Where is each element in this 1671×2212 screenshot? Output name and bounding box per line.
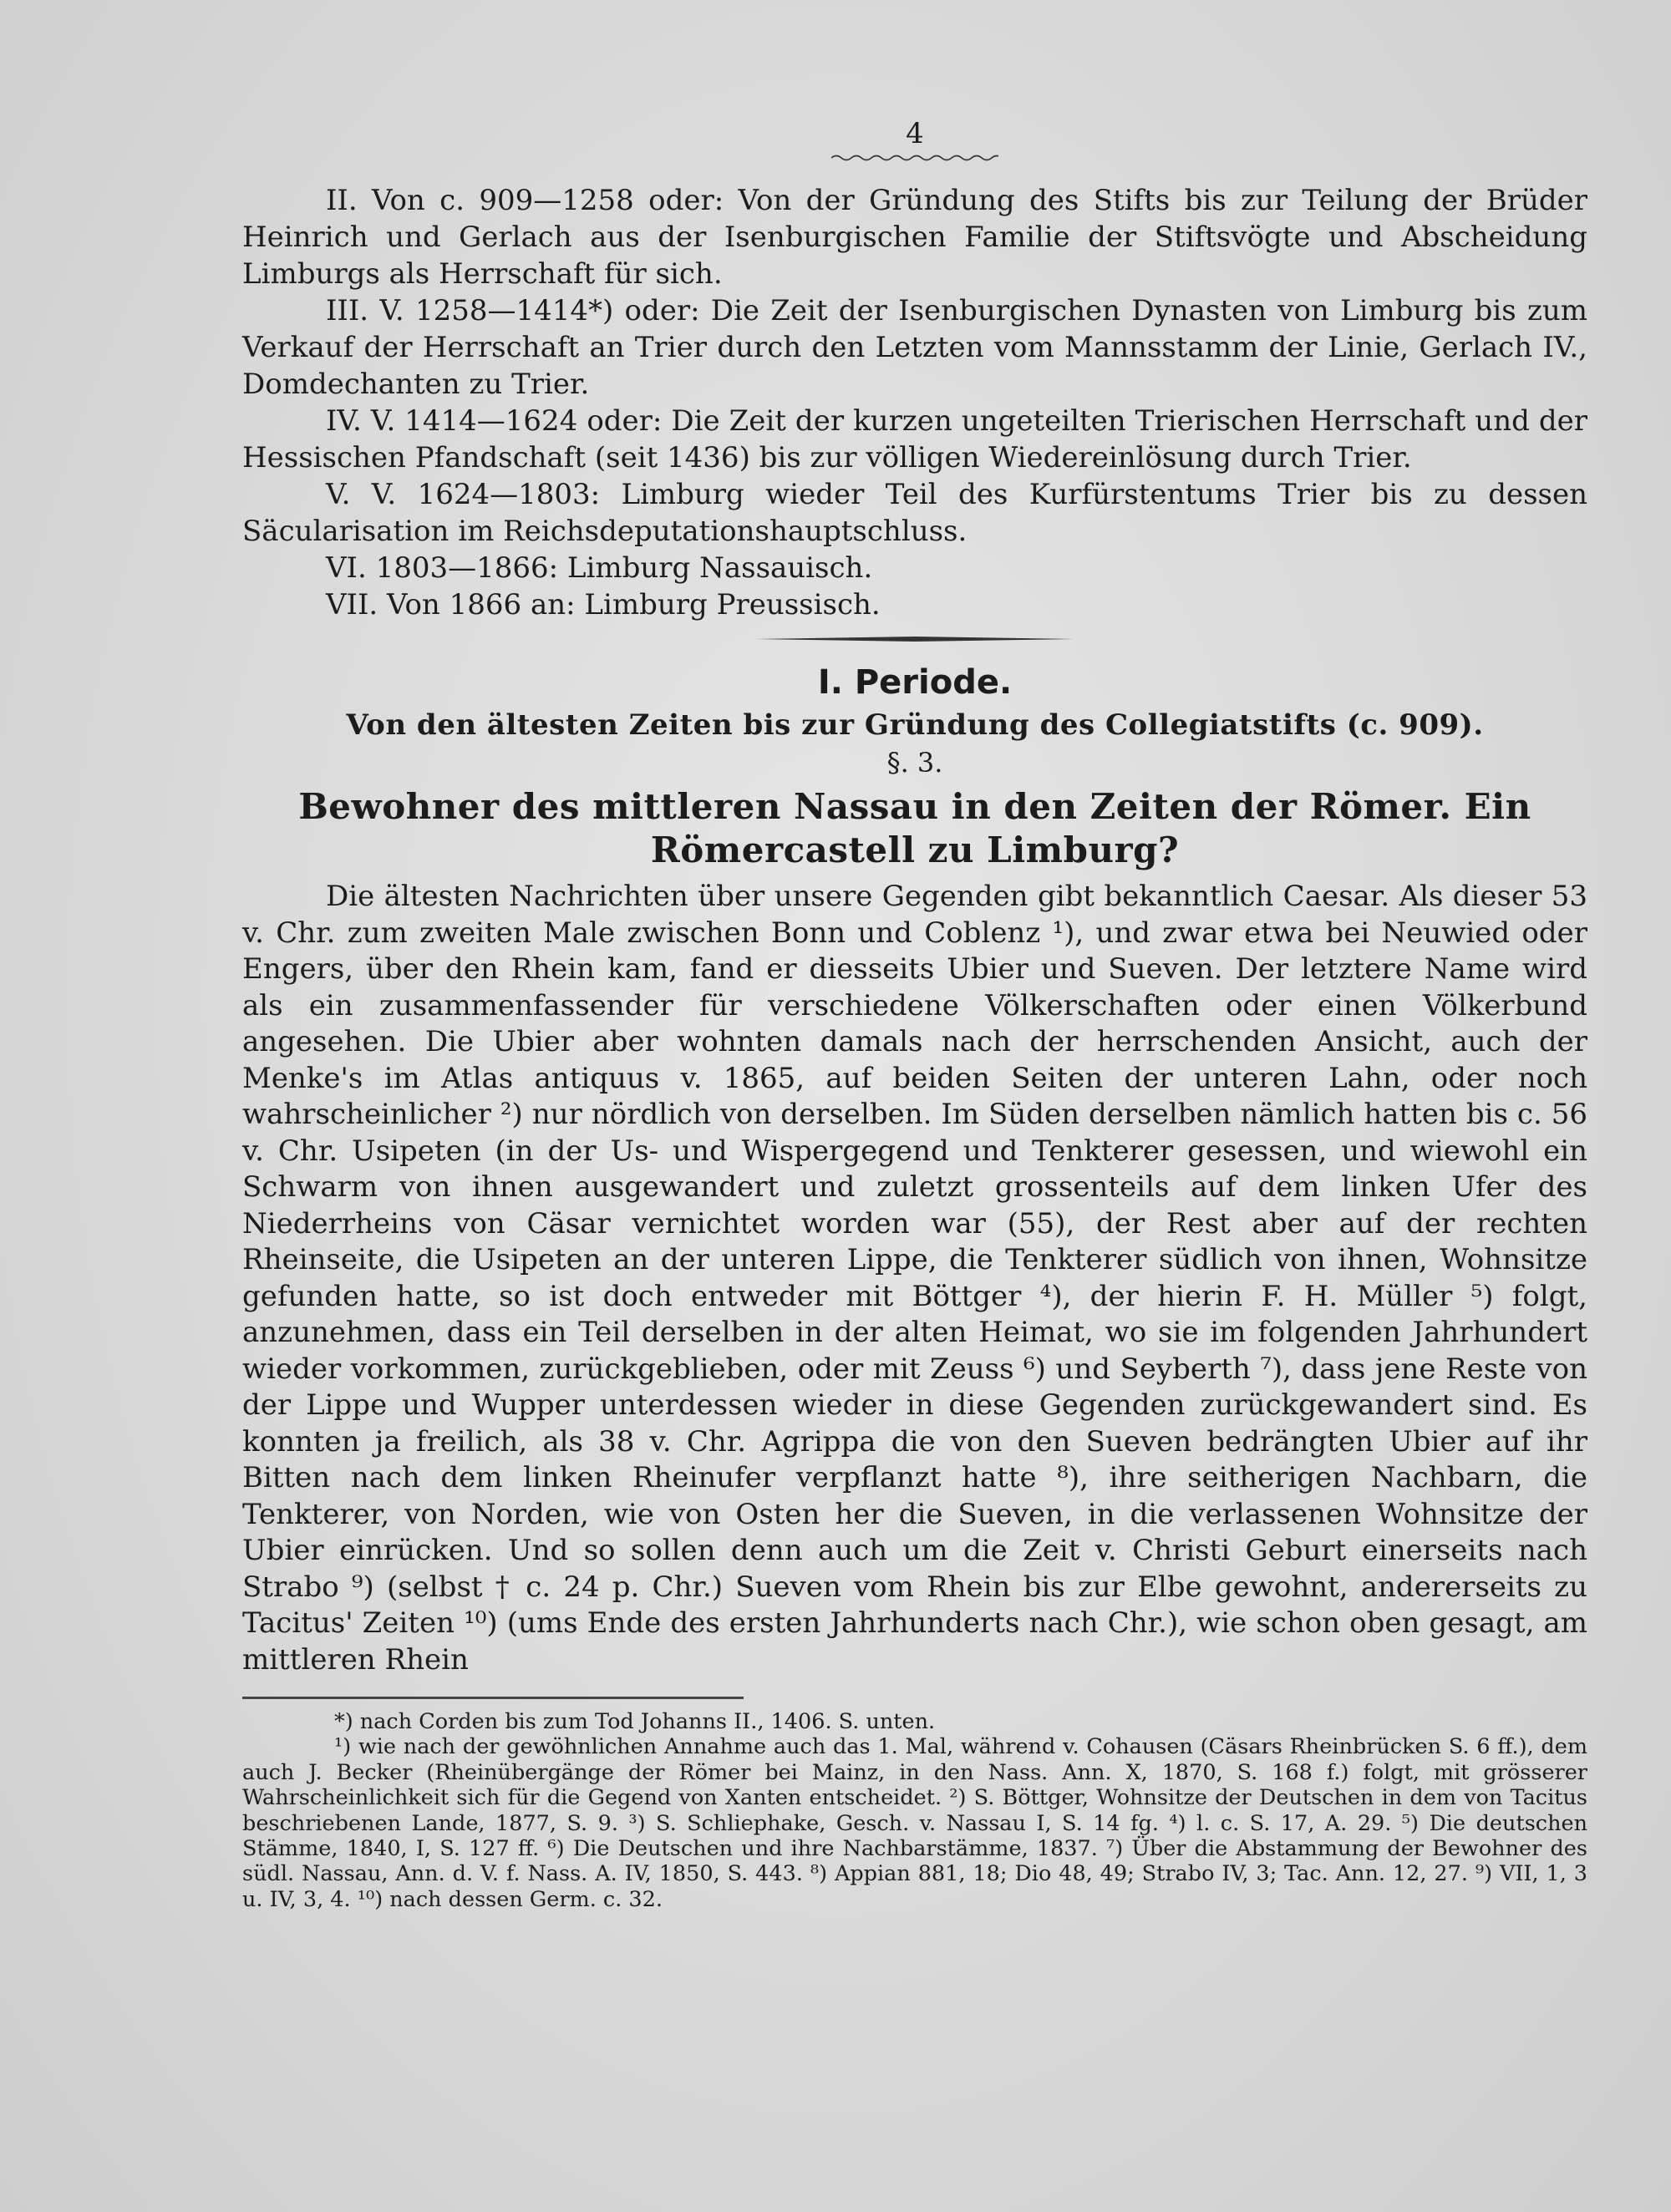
period-item: VII. Von 1866 an: Limburg Preussisch. xyxy=(326,588,881,621)
footnote: ¹) wie nach der gewöhnlichen Annahme auch das 1. Mal, während v. Cohausen (Cäsars Rheinbrücken S. 6 ff.), dem auch J. Becker (Rheinübergänge der Römer bei Mainz, in den Nass. Ann. X, 1870, S. 168 f.) folgt, mit grösserer Wahrscheinlichkeit sich für die Gegend von Xanten entscheidet. ²) S. Böttger, Wohnsitze der Deutschen in dem von Tacitus beschriebenen Lande, 1877, S. 9. ³) S. Schliephake, Gesch. v. Nassau I, S. 14 fg. ⁴) l. c. S. 17, A. 29. ⁵) Die deutschen Stämme, 1840, I, S. 127 ff. ⁶) Die Deutschen und ihre Nachbarstämme, 1837. ⁷) Über die Abstammung der Bewohner des südl. Nassau, Ann. d. V. f. Nass. A. IV, 1850, S. 443. ⁸) Appian 881, 18; Dio 48, 49; Strabo IV, 3; Tac. Ann. 12, 27. ⁹) VII, 1, 3 u. IV, 3, 4. ¹⁰) nach dessen Germ. c. 32. xyxy=(242,1734,1587,1912)
page-number: 4 xyxy=(906,117,924,150)
section-number: §. 3. xyxy=(886,747,943,779)
wavy-ornament xyxy=(831,152,998,164)
ornamental-rule xyxy=(756,635,1074,643)
period-item: VI. 1803—1866: Limburg Nassauisch. xyxy=(326,551,873,585)
footnote: *) nach Corden bis zum Tod Johanns II., 1406. S. unten. xyxy=(334,1709,936,1734)
period-subtitle: Von den ältesten Zeiten bis zur Gründung des Collegiatstifts (c. 909). xyxy=(346,708,1484,742)
footnote-divider xyxy=(242,1697,744,1699)
period-item: III. V. 1258—1414*) oder: Die Zeit der Isenburgischen Dynasten von Limburg bis zum Verkauf der Herrschaft an Trier durch den Letzten vom Mannsstamm der Linie, Gerlach IV., Domdechanten zu Trier. xyxy=(242,294,1587,401)
section-heading: Bewohner des mittleren Nassau in den Zeiten der Römer. Ein Römercastell zu Limburg? xyxy=(298,786,1531,870)
period-item: II. Von c. 909—1258 oder: Von der Gründung des Stifts bis zur Teilung der Brüder Heinrich und Gerlach aus der Isenburgischen Familie der Stiftsvögte und Abscheidung Limburgs als Herrschaft für sich. xyxy=(242,184,1587,291)
period-list xyxy=(242,182,1587,623)
period-title: I. Periode. xyxy=(817,663,1013,702)
period-item: IV. V. 1414—1624 oder: Die Zeit der kurzen ungeteilten Trierischen Herrschaft und der Hessischen Pfandschaft (seit 1436) bis zur völligen Wiedereinlösung durch Trier. xyxy=(242,404,1587,474)
body-paragraph: Die ältesten Nachrichten über unsere Gegenden gibt bekanntlich Caesar. Als dieser 53 v. Chr. zum zweiten Male zwischen Bonn und Coblenz ¹), und zwar etwa bei Neuwied oder Engers, über den Rhein kam, fand er diesseits Ubier und Sueven. Der letztere Name wird als ein zusammenfassender für verschiedene Völkerschaften oder einen Völkerbund angesehen. Die Ubier aber wohnten damals nach der herrschenden Ansicht, auch der Menke's im Atlas antiquus v. 1865, auf beiden Seiten der unteren Lahn, oder noch wahrscheinlicher ²) nur nördlich von derselben. Im Süden derselben nämlich hatten bis c. 56 v. Chr. Usipeten (in der Us- und Wispergegend und Tenkterer gesessen, und wiewohl ein Schwarm von ihnen ausgewandert und zuletzt grossenteils auf dem linken Ufer des Niederrheins von Cäsar vernichtet worden war (55), der Rest aber auf der rechten Rheinseite, die Usipeten an der unteren Lippe, die Tenkterer südlich von ihnen, Wohnsitze gefunden hatte, so ist doch entweder mit Böttger ⁴), der hierin F. H. Müller ⁵) folgt, anzunehmen, dass ein Teil derselben in der alten Heimat, wo sie im folgenden Jahrhundert wieder vorkommen, zurückgeblieben, oder mit Zeuss ⁶) und Seyberth ⁷), dass jene Reste von der Lippe und Wupper unterdessen wieder in diese Gegenden zurückgewandert sind. Es konnten ja freilich, als 38 v. Chr. Agrippa die von den Sueven bedrängten Ubier auf ihr Bitten nach dem linken Rheinufer verpflanzt hatte ⁸), ihre seitherigen Nachbarn, die Tenkterer, von Norden, wie von Osten her die Sueven, in die verlassenen Wohnsitze der Ubier einrücken. Und so sollen denn auch um die Zeit v. Christi Geburt einerseits nach Strabo ⁹) (selbst † c. 24 p. Chr.) Sueven vom Rhein bis zur Elbe gewohnt, andererseits zu Tacitus' Zeiten ¹⁰) (ums Ende des ersten Jahrhunderts nach Chr.), wie schon oben gesagt, am mittleren Rhein xyxy=(242,880,1587,1677)
period-item: V. V. 1624—1803: Limburg wieder Teil des Kurfürstentums Trier bis zu dessen Säcularisation im Reichsdeputationshauptschluss. xyxy=(242,478,1587,548)
page-content xyxy=(242,117,1587,1912)
footnotes xyxy=(242,1709,1587,1912)
body-text xyxy=(242,879,1587,1678)
